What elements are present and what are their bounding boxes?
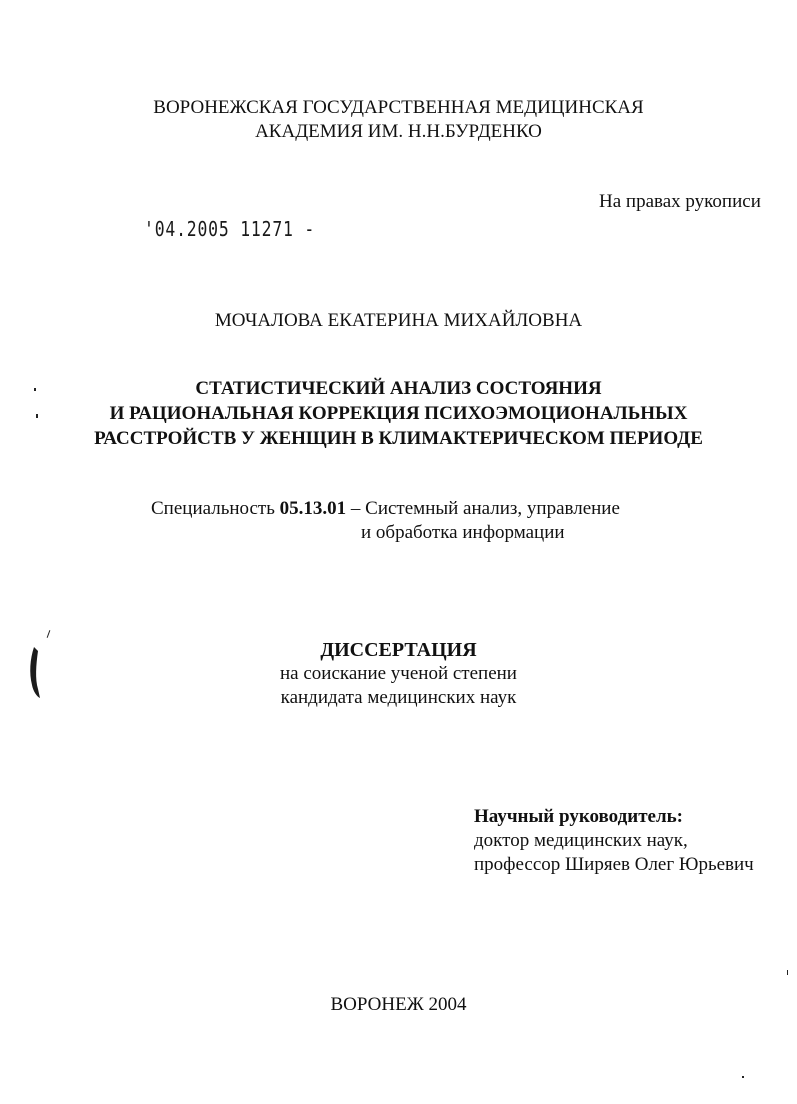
dissertation-heading: ДИССЕРТАЦИЯ — [320, 639, 477, 661]
author-name: МОЧАЛОВА ЕКАТЕРИНА МИХАЙЛОВНА — [214, 310, 583, 331]
scan-artifact-dot — [34, 388, 36, 391]
dissertation-line-2: кандидата медицинских наук — [280, 687, 517, 708]
title-line-2: И РАЦИОНАЛЬНАЯ КОРРЕКЦИЯ ПСИХОЭМОЦИОНАЛЬНЫХ — [109, 403, 688, 424]
specialty-prefix: Специальность — [151, 498, 280, 519]
supervisor-heading: Научный руководитель: — [474, 806, 683, 827]
scan-artifact-dot — [787, 970, 788, 975]
manuscript-note: На правах рукописи — [599, 191, 761, 212]
scan-artifact-dot — [36, 414, 38, 418]
supervisor-name: профессор Ширяев Олег Юрьевич — [474, 854, 754, 875]
scan-artifact-dot — [742, 1076, 744, 1078]
title-line-3: РАССТРОЙСТВ У ЖЕНЩИН В КЛИМАКТЕРИЧЕСКОМ ПЕРИОДЕ — [94, 428, 703, 449]
institution-line-2: АКАДЕМИЯ ИМ. Н.Н.БУРДЕНКО — [255, 121, 542, 142]
specialty-line — [151, 497, 620, 521]
institution-line-1: ВОРОНЕЖСКАЯ ГОСУДАРСТВЕННАЯ МЕДИЦИНСКАЯ — [153, 97, 644, 118]
scan-artifact-mark — [47, 630, 51, 638]
specialty-description-2: и обработка информации — [361, 522, 565, 543]
specialty-code: 05.13.01 — [279, 498, 347, 519]
city-year: ВОРОНЕЖ 2004 — [330, 994, 467, 1015]
dissertation-line-1: на соискание ученой степени — [280, 663, 517, 684]
title-line-1: СТАТИСТИЧЕСКИЙ АНАЛИЗ СОСТОЯНИЯ — [195, 378, 602, 399]
supervisor-degree: доктор медицинских наук, — [474, 830, 688, 851]
archive-stamp-number: '04.2005 11271 - — [144, 217, 316, 241]
binding-scan-mark — [26, 645, 44, 700]
specialty-description-1: – Системный анализ, управление — [346, 498, 620, 519]
